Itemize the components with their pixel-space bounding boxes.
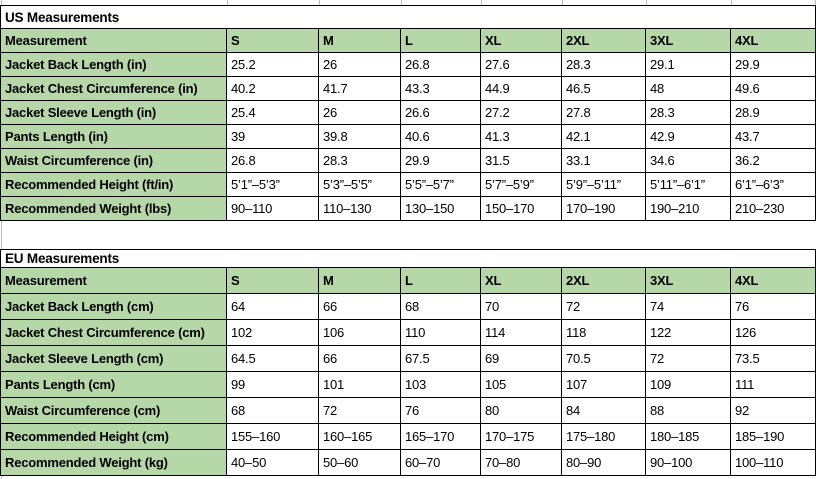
table-row-jacket-back-length-cm <box>1 294 816 320</box>
value-cell[interactable]: 50–60 <box>319 450 401 476</box>
column-header-cell-l[interactable]: L <box>401 29 481 53</box>
value-cell[interactable]: 40.2 <box>227 77 319 101</box>
value-cell[interactable]: 185–190 <box>731 424 816 450</box>
value-cell[interactable]: 105 <box>481 372 562 398</box>
value-cell[interactable]: 27.2 <box>481 101 562 125</box>
value-cell[interactable]: 74 <box>646 294 731 320</box>
row-label-cell[interactable]: Recommended Height (ft/in) <box>1 173 227 197</box>
gridline <box>1 0 2 5</box>
value-cell[interactable]: 170–190 <box>562 197 646 221</box>
value-cell[interactable]: 99 <box>227 372 319 398</box>
value-cell[interactable]: 130–150 <box>401 197 481 221</box>
value-cell[interactable]: 118 <box>562 320 646 346</box>
row-label-cell[interactable]: Jacket Back Length (cm) <box>1 294 227 320</box>
value-cell[interactable]: 34.6 <box>646 149 731 173</box>
value-cell[interactable]: 67.5 <box>401 346 481 372</box>
value-cell[interactable]: 27.8 <box>562 101 646 125</box>
row-label-cell[interactable]: Recommended Height (cm) <box>1 424 227 450</box>
value-cell[interactable]: 111 <box>731 372 816 398</box>
table-row-waist-circumference-in <box>1 149 816 173</box>
value-cell[interactable]: 70 <box>481 294 562 320</box>
value-cell[interactable]: 106 <box>319 320 401 346</box>
table-row-recommended-height-cm <box>1 424 816 450</box>
value-cell[interactable]: 49.6 <box>731 77 816 101</box>
column-header-cell-2xl[interactable]: 2XL <box>562 268 646 294</box>
value-cell[interactable]: 90–100 <box>646 450 731 476</box>
table-row-waist-circumference-cm <box>1 398 816 424</box>
value-cell[interactable]: 110 <box>401 320 481 346</box>
value-cell[interactable]: 70.5 <box>562 346 646 372</box>
value-cell[interactable]: 26 <box>319 101 401 125</box>
value-cell[interactable]: 72 <box>319 398 401 424</box>
value-cell[interactable]: 43.7 <box>731 125 816 149</box>
value-cell[interactable]: 64.5 <box>227 346 319 372</box>
value-cell[interactable]: 180–185 <box>646 424 731 450</box>
column-header-cell-2xl[interactable]: 2XL <box>562 29 646 53</box>
value-cell[interactable]: 42.1 <box>562 125 646 149</box>
value-cell[interactable]: 190–210 <box>646 197 731 221</box>
eu-measurements-title-cell[interactable]: EU Measurements <box>1 250 816 268</box>
value-cell[interactable]: 48 <box>646 77 731 101</box>
value-cell[interactable]: 76 <box>731 294 816 320</box>
value-cell[interactable]: 101 <box>319 372 401 398</box>
sheet-edge-gridline <box>1 221 2 249</box>
value-cell[interactable]: 29.9 <box>731 53 816 77</box>
gridline <box>481 0 482 5</box>
value-cell[interactable]: 28.3 <box>646 101 731 125</box>
value-cell[interactable]: 66 <box>319 294 401 320</box>
value-cell[interactable]: 46.5 <box>562 77 646 101</box>
table-row-jacket-sleeve-length-cm <box>1 346 816 372</box>
value-cell[interactable]: 70–80 <box>481 450 562 476</box>
row-label-cell[interactable]: Jacket Sleeve Length (in) <box>1 101 227 125</box>
value-cell[interactable]: 122 <box>646 320 731 346</box>
row-label-cell[interactable]: Jacket Chest Circumference (cm) <box>1 320 227 346</box>
value-cell[interactable]: 39 <box>227 125 319 149</box>
value-cell[interactable]: 88 <box>646 398 731 424</box>
column-header-cell-m[interactable]: M <box>319 268 401 294</box>
value-cell[interactable]: 103 <box>401 372 481 398</box>
row-label-cell[interactable]: Waist Circumference (cm) <box>1 398 227 424</box>
column-header-cell-3xl[interactable]: 3XL <box>646 268 731 294</box>
column-header-cell-4xl[interactable]: 4XL <box>731 268 816 294</box>
value-cell[interactable]: 107 <box>562 372 646 398</box>
value-cell[interactable]: 6’1”–6’3” <box>731 173 816 197</box>
value-cell[interactable]: 42.9 <box>646 125 731 149</box>
value-cell[interactable]: 114 <box>481 320 562 346</box>
value-cell[interactable]: 40–50 <box>227 450 319 476</box>
value-cell[interactable]: 66 <box>319 346 401 372</box>
value-cell[interactable]: 73.5 <box>731 346 816 372</box>
value-cell[interactable]: 26.8 <box>401 53 481 77</box>
value-cell[interactable]: 150–170 <box>481 197 562 221</box>
value-cell[interactable]: 5’11”–6’1” <box>646 173 731 197</box>
value-cell[interactable]: 28.3 <box>562 53 646 77</box>
row-label-cell[interactable]: Jacket Back Length (in) <box>1 53 227 77</box>
row-label-cell[interactable]: Jacket Sleeve Length (cm) <box>1 346 227 372</box>
value-cell[interactable]: 31.5 <box>481 149 562 173</box>
value-cell[interactable]: 28.9 <box>731 101 816 125</box>
value-cell[interactable]: 160–165 <box>319 424 401 450</box>
column-header-cell-l[interactable]: L <box>401 268 481 294</box>
value-cell[interactable]: 5’7”–5’9” <box>481 173 562 197</box>
value-cell[interactable]: 36.2 <box>731 149 816 173</box>
value-cell[interactable]: 68 <box>227 398 319 424</box>
value-cell[interactable]: 39.8 <box>319 125 401 149</box>
value-cell[interactable]: 25.2 <box>227 53 319 77</box>
column-header-cell-3xl[interactable]: 3XL <box>646 29 731 53</box>
value-cell[interactable]: 5’9”–5’11” <box>562 173 646 197</box>
table-row-recommended-weight-lbs <box>1 197 816 221</box>
value-cell[interactable]: 26.6 <box>401 101 481 125</box>
value-cell[interactable]: 100–110 <box>731 450 816 476</box>
column-header-cell-4xl[interactable]: 4XL <box>731 29 816 53</box>
row-label-cell[interactable]: Recommended Weight (lbs) <box>1 197 227 221</box>
value-cell[interactable]: 92 <box>731 398 816 424</box>
gridline <box>401 0 402 5</box>
column-header-cell-m[interactable]: M <box>319 29 401 53</box>
table-row-jacket-back-length-in <box>1 53 816 77</box>
value-cell[interactable]: 41.3 <box>481 125 562 149</box>
gridline <box>562 0 563 5</box>
value-cell[interactable]: 90–110 <box>227 197 319 221</box>
column-header-cell-xl[interactable]: XL <box>481 268 562 294</box>
value-cell[interactable]: 76 <box>401 398 481 424</box>
value-cell[interactable]: 69 <box>481 346 562 372</box>
table-row-jacket-chest-circumference-in <box>1 77 816 101</box>
row-label-cell[interactable]: Recommended Weight (kg) <box>1 450 227 476</box>
value-cell[interactable]: 25.4 <box>227 101 319 125</box>
value-cell[interactable]: 175–180 <box>562 424 646 450</box>
value-cell[interactable]: 80–90 <box>562 450 646 476</box>
table-row-recommended-height-ft-in <box>1 173 816 197</box>
row-label-cell[interactable]: Pants Length (in) <box>1 125 227 149</box>
table-row-recommended-weight-kg <box>1 450 816 476</box>
gridline <box>731 0 732 5</box>
table-row-pants-length-cm <box>1 372 816 398</box>
value-cell[interactable]: 5’1”–5’3” <box>227 173 319 197</box>
value-cell[interactable]: 72 <box>562 294 646 320</box>
gridline-strip <box>0 0 816 5</box>
value-cell[interactable]: 60–70 <box>401 450 481 476</box>
value-cell[interactable]: 84 <box>562 398 646 424</box>
column-header-cell-s[interactable]: S <box>227 268 319 294</box>
value-cell[interactable]: 26.8 <box>227 149 319 173</box>
table-row-jacket-chest-circumference-cm <box>1 320 816 346</box>
column-header-cell-measurement[interactable]: Measurement <box>1 29 227 53</box>
table-row-jacket-sleeve-length-in <box>1 101 816 125</box>
value-cell[interactable]: 26 <box>319 53 401 77</box>
value-cell[interactable]: 43.3 <box>401 77 481 101</box>
value-cell[interactable]: 5’3”–5’5” <box>319 173 401 197</box>
value-cell[interactable]: 40.6 <box>401 125 481 149</box>
value-cell[interactable]: 29.1 <box>646 53 731 77</box>
value-cell[interactable]: 44.9 <box>481 77 562 101</box>
row-label-cell[interactable]: Jacket Chest Circumference (in) <box>1 77 227 101</box>
value-cell[interactable]: 28.3 <box>319 149 401 173</box>
us-measurements-table <box>0 5 816 221</box>
value-cell[interactable]: 33.1 <box>562 149 646 173</box>
value-cell[interactable]: 170–175 <box>481 424 562 450</box>
eu-measurements-table <box>0 249 816 476</box>
value-cell[interactable]: 68 <box>401 294 481 320</box>
value-cell[interactable]: 155–160 <box>227 424 319 450</box>
value-cell[interactable]: 126 <box>731 320 816 346</box>
value-cell[interactable]: 210–230 <box>731 197 816 221</box>
gridline <box>227 0 228 5</box>
value-cell[interactable]: 29.9 <box>401 149 481 173</box>
column-header-cell-s[interactable]: S <box>227 29 319 53</box>
column-header-cell-measurement[interactable]: Measurement <box>1 268 227 294</box>
value-cell[interactable]: 64 <box>227 294 319 320</box>
value-cell[interactable]: 110–130 <box>319 197 401 221</box>
row-label-cell[interactable]: Waist Circumference (in) <box>1 149 227 173</box>
value-cell[interactable]: 80 <box>481 398 562 424</box>
value-cell[interactable]: 102 <box>227 320 319 346</box>
us-measurements-title-cell[interactable]: US Measurements <box>1 6 816 29</box>
value-cell[interactable]: 72 <box>646 346 731 372</box>
value-cell[interactable]: 165–170 <box>401 424 481 450</box>
gridline <box>646 0 647 5</box>
value-cell[interactable]: 27.6 <box>481 53 562 77</box>
table-row-pants-length-in <box>1 125 816 149</box>
value-cell[interactable]: 109 <box>646 372 731 398</box>
value-cell[interactable]: 5’5”–5’7” <box>401 173 481 197</box>
value-cell[interactable]: 41.7 <box>319 77 401 101</box>
table-gap <box>0 221 816 249</box>
column-header-cell-xl[interactable]: XL <box>481 29 562 53</box>
row-label-cell[interactable]: Pants Length (cm) <box>1 372 227 398</box>
gridline <box>319 0 320 5</box>
